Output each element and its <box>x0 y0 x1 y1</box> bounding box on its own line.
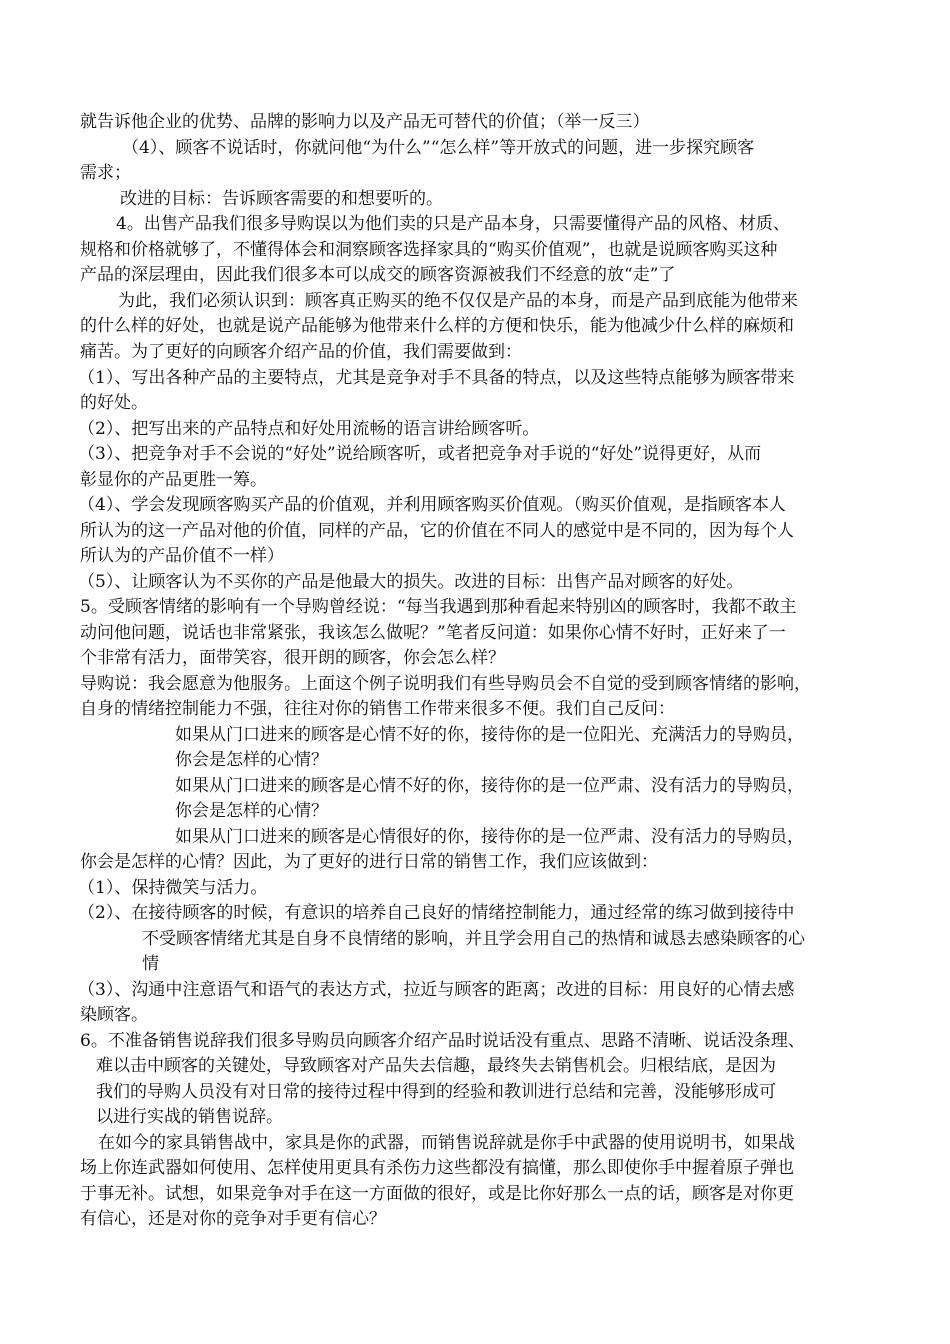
text-line: 4。出售产品我们很多导购误以为他们卖的只是产品本身，只需要懂得产品的风格、材质、 <box>116 214 790 234</box>
text-line: 以进行实战的销售说辞。 <box>96 1107 283 1127</box>
text-line: 你会是怎样的心情？ <box>175 801 328 821</box>
text-line: 需求； <box>80 163 131 183</box>
text-line: 场上你连武器如何使用、怎样使用更具有杀伤力这些都没有搞懂，那么即使你手中握着原子弹也 <box>80 1158 794 1178</box>
text-line: （3）、沟通中注意语气和语气的表达方式，拉近与顾客的距离；改进的目标：用良好的心情去感 <box>78 980 795 1000</box>
text-line: 我们的导购人员没有对日常的接待过程中得到的经验和教训进行总结和完善，没能够形成可 <box>96 1082 776 1102</box>
text-line: （1）、写出各种产品的主要特点，尤其是竞争对手不具备的特点，以及这些特点能够为顾客带来 <box>78 368 795 388</box>
text-line: 染顾客。 <box>80 1005 148 1025</box>
text-line: 如果从门口进来的顾客是心情不好的你，接待你的是一位严肃、没有活力的导购员， <box>175 776 804 796</box>
text-line: 为此，我们必须认识到：顾客真正购买的绝不仅仅是产品的本身，而是产品到底能为他带来 <box>118 291 798 311</box>
text-line: 6。不准备销售说辞我们很多导购员向顾客介绍产品时说话没有重点、思路不清晰、说话没条理、 <box>80 1031 805 1051</box>
text-line: 改进的目标：告诉顾客需要的和想要听的。 <box>120 189 443 209</box>
text-line: （2）、把写出来的产品特点和好处用流畅的语言讲给顾客听。 <box>78 419 540 439</box>
text-line: （2）、在接待顾客的时候，有意识的培养自己良好的情绪控制能力，通过经常的练习做到接待中 <box>78 903 795 923</box>
text-line: 痛苦。为了更好的向顾客介绍产品的价值，我们需要做到： <box>80 342 522 362</box>
text-line: 导购说：我会愿意为他服务。上面这个例子说明我们有些导购员会不自觉的受到顾客情绪的影响， <box>80 674 811 694</box>
text-line: （3）、把竞争对手不会说的“好处”说给顾客听，或者把竞争对手说的“好处”说得更好，从而 <box>78 444 762 464</box>
text-line: （1）、保持微笑与活力。 <box>78 878 268 898</box>
text-line: 就告诉他企业的优势、品牌的影响力以及产品无可替代的价值；（举一反三） <box>80 112 650 132</box>
text-line: 的什么样的好处，也就是说产品能够为他带来什么样的方便和快乐，能为他减少什么样的麻烦和 <box>80 316 794 336</box>
text-line: （4）、学会发现顾客购买产品的价值观，并利用顾客购买价值观。（购买价值观，是指顾客本人 <box>78 495 786 515</box>
text-line: 产品的深层理由，因此我们很多本可以成交的顾客资源被我们不经意的放“走”了 <box>80 265 676 285</box>
text-line: （4）、顾客不说话时，你就问他“为什么”“怎么样”等开放式的问题，进一步探究顾客 <box>122 138 755 158</box>
text-line: （5）、让顾客认为不买你的产品是他最大的损失。改进的目标：出售产品对顾客的好处。 <box>78 572 744 592</box>
text-line: 不受顾客情绪尤其是自身不良情绪的影响，并且学会用自己的热情和诚恳去感染顾客的心 <box>142 929 805 949</box>
text-line: 你会是怎样的心情？因此，为了更好的进行日常的销售工作，我们应该做到： <box>80 852 658 872</box>
text-line: 规格和价格就够了，不懂得体会和洞察顾客选择家具的“购买价值观”，也就是说顾客购买这种 <box>80 240 778 260</box>
text-line: 所认为的这一产品对他的价值，同样的产品，它的价值在不同人的感觉中是不同的，因为每个人 <box>80 521 794 541</box>
text-line: 5。受顾客情绪的影响有一个导购曾经说：“每当我遇到那种看起来特别凶的顾客时，我都不敢主 <box>80 597 797 617</box>
text-line: 自身的情绪控制能力不强，往往对你的销售工作带来很多不便。我们自己反问： <box>80 699 675 719</box>
text-line: 你会是怎样的心情？ <box>175 750 328 770</box>
text-line: 于事无补。试想，如果竞争对手在这一方面做的很好，或是比你好那么一点的话，顾客是对你更 <box>80 1184 794 1204</box>
text-line: 在如今的家具销售战中，家具是你的武器，而销售说辞就是你手中武器的使用说明书，如果战 <box>98 1133 795 1153</box>
text-line: 的好处。 <box>80 393 148 413</box>
text-line: 彰显你的产品更胜一筹。 <box>80 470 267 490</box>
text-line: 有信心，还是对你的竞争对手更有信心？ <box>80 1209 386 1229</box>
text-line: 难以击中顾客的关键处，导致顾客对产品失去信趣，最终失去销售机会。归根结底，是因为 <box>96 1056 776 1076</box>
text-line: 个非常有活力，面带笑容，很开朗的顾客，你会怎么样？ <box>80 648 505 668</box>
text-line: 如果从门口进来的顾客是心情不好的你，接待你的是一位阳光、充满活力的导购员， <box>175 725 804 745</box>
text-line: 动问他问题，说话也非常紧张，我该怎么做呢？”笔者反问道：如果你心情不好时，正好来了一 <box>80 623 786 643</box>
text-line: 情 <box>142 954 159 974</box>
text-line: 所认为的产品价值不一样） <box>80 546 284 566</box>
text-line: 如果从门口进来的顾客是心情很好的你，接待你的是一位严肃、没有活力的导购员， <box>175 827 804 847</box>
